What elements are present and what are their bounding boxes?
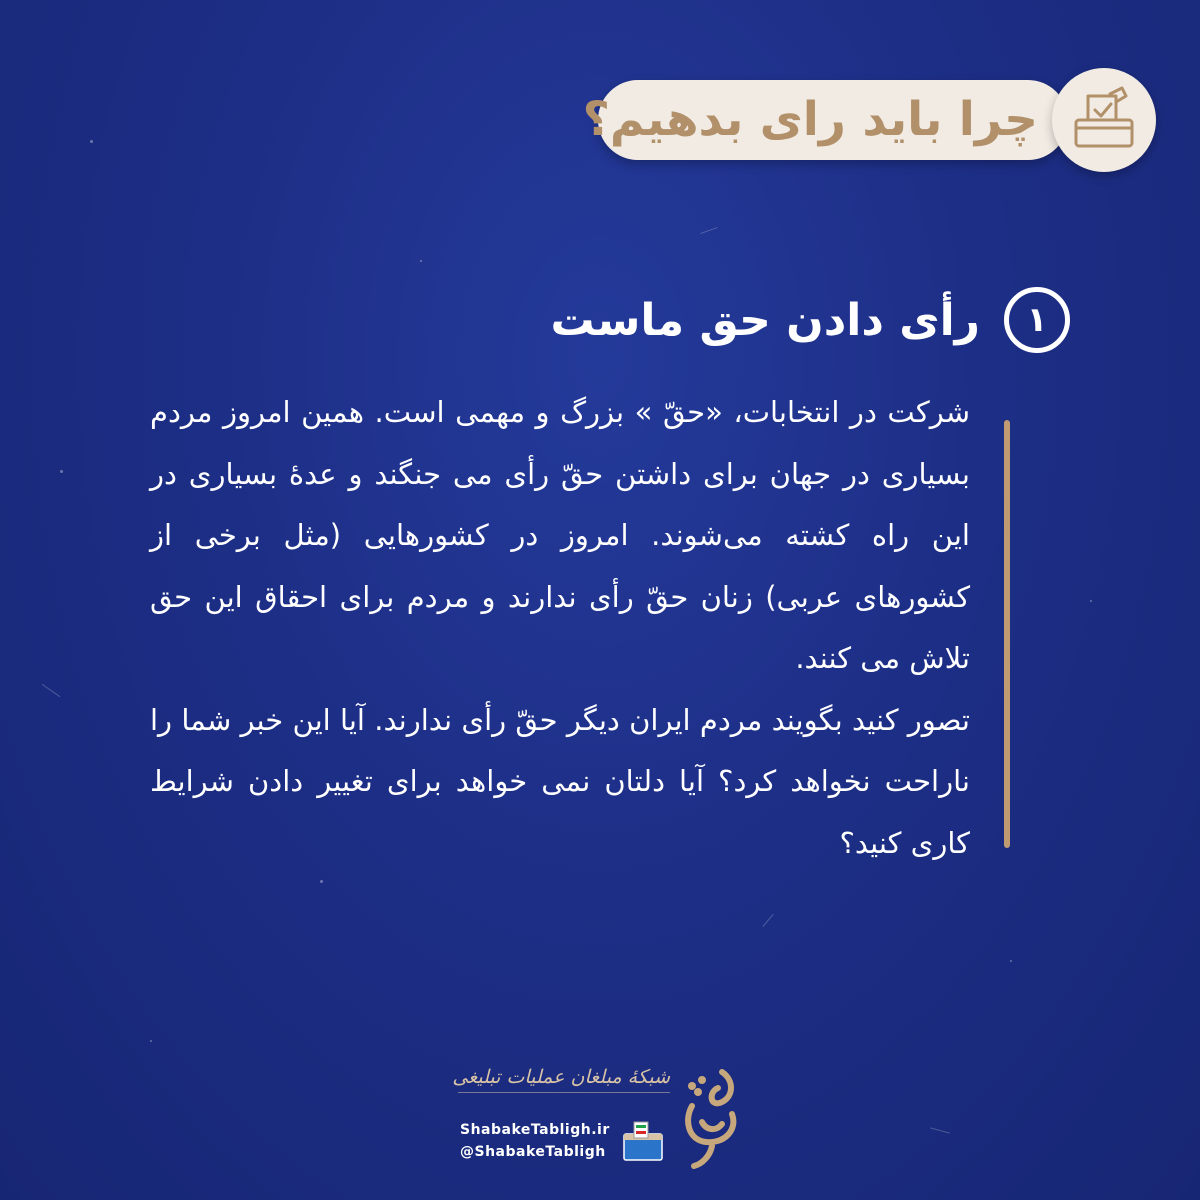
background-speck (320, 880, 323, 883)
footer-logo (440, 1062, 750, 1172)
body-accent-rule (1004, 420, 1010, 848)
header-title: چرا باید رای بدهیم؟ (582, 92, 1038, 147)
ballot-box-icon (1070, 86, 1138, 154)
shabake-logo-icon (672, 1062, 750, 1172)
background-scratch (930, 1127, 950, 1133)
body-text (150, 382, 970, 874)
footer-handle: @ShabakeTabligh (460, 1144, 606, 1160)
background-scratch (42, 684, 61, 697)
body-paragraph-2: تصور کنید بگویند مردم ایران دیگر حقّ رأی ندارند. آیا این خبر شما را ناراحت نخواهد کرد؟ آیا دلتان نمی خواهد برای تغییر دادن شرایط کاری کنید؟ (150, 702, 970, 860)
background-scratch (700, 227, 717, 234)
ballot-box-icon (620, 1120, 666, 1164)
background-speck (420, 260, 422, 262)
background-speck (150, 1040, 152, 1042)
section-heading (551, 280, 1070, 360)
body-paragraph-1: شرکت در انتخابات، «حقّ » بزرگ و مهمی است. همین امروز مردم بسیاری در جهان برای داشتن حقّ رأی می جنگند و عدهٔ بسیاری در این راه کشته می‌شوند. امروز در کشورهایی (مثل برخی از کشورهای عربی) زنان حقّ رأی ندارند و مردم برای احقاق این حق تلاش می کنند. (150, 395, 970, 675)
background-scratch (762, 914, 773, 927)
background-speck (1010, 960, 1012, 962)
ballot-badge (1052, 68, 1156, 172)
background-speck (60, 470, 63, 473)
section-title: رأی دادن حق ماست (550, 294, 980, 346)
header-pill (582, 80, 1068, 160)
section-number-badge: ۱ (1004, 287, 1070, 353)
footer-website: ShabakeTabligh.ir (460, 1122, 610, 1138)
background-speck (1090, 600, 1092, 602)
footer-calligraphy: شبکهٔ مبلغان عملیات تبلیغی (458, 1066, 670, 1093)
background-speck (90, 140, 93, 143)
